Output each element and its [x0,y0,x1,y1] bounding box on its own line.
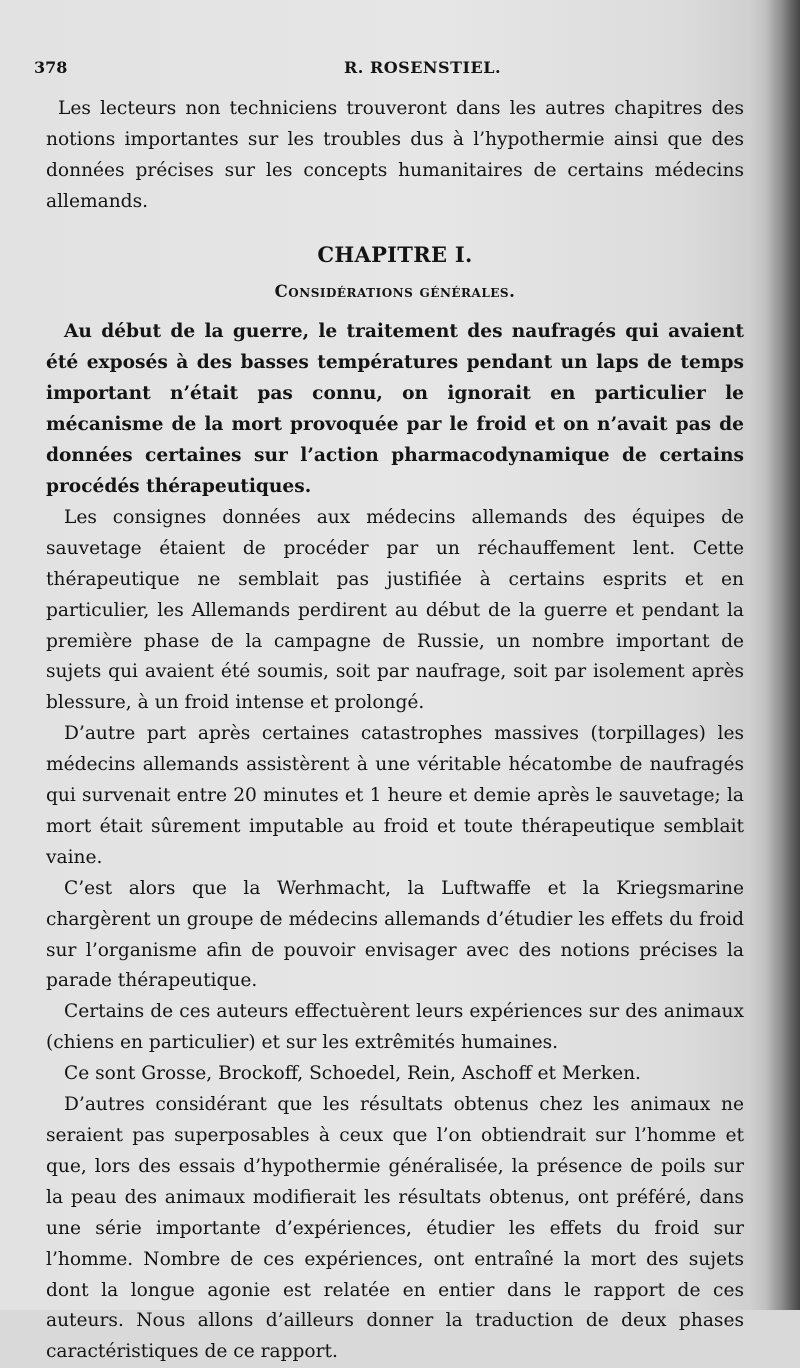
paragraph-4: C’est alors que la Werhmacht, la Luftwaffe et la Kriegsmarine chargèrent un groupe de médecins allemands d’étudier les effets du froid sur l’organisme afin de pouvoir envisager avec des notions précises la parade thérapeutique. [46,877,744,992]
intro-paragraph: Les lecteurs non techniciens trouveront dans les autres chapitres des notions importantes sur les troubles dus à l’hypothermie ainsi que des données précises sur les concepts humanitaires de certains médecins allemands. [46,98,744,212]
paragraph-2: Les consignes données aux médecins allemands des équipes de sauvetage étaient de procéder par un réchauffement lent. Cette thérapeutique ne semblait pas justifiée à certains esprits et en particulier, les Allemands perdirent au début de la guerre et pendant la première phase de la campagne de Russie, un nombre important de sujets qui avaient été soumis, soit par naufrage, soit par isolement après blessure, à un froid intense et prolongé. [46,506,744,714]
paragraph-5: Certains de ces auteurs effectuèrent leurs expériences sur des animaux (chiens en particulier) et sur les extrêmités humaines. [46,1001,744,1054]
running-title: R. ROSENSTIEL. [344,58,502,77]
running-head [34,58,754,82]
page-edge-shadow [766,0,800,1310]
paragraph-6: Ce sont Grosse, Brockoff, Schoedel, Rein, Aschoff et Merken. [64,1063,641,1085]
paragraph-1: Au début de la guerre, le traitement des naufragés qui avaient été exposés à des basses températures pendant un laps de temps important n’était pas connu, on ignorait en particulier le mécanisme de la mort provoquée par le froid et on n’avait pas de données certaines sur l’action pharmacodynamique de certains procédés thérapeutiques. [46,321,744,497]
paragraph-7: D’autres considérant que les résultats obtenus chez les animaux ne seraient pas superposables à ceux que l’on obtiendrait sur l’homme et que, lors des essais d’hypothermie généralisée, la présence de poils sur la peau des animaux modifierait les résultats obtenus, ont préféré, dans une série importante d’expériences, étudier les effets du froid sur l’homme. Nombre de ces expériences, ont entraîné la mort des sujets dont la longue agonie est relatée en entier dans le rapport de ces auteurs. Nous allons d’ailleurs donner la traduction de deux phases caractéristiques de ce rapport. [46,1094,744,1363]
paragraph-3: D’autre part après certaines catastrophes massives (torpillages) les médecins allemands assistèrent à une véritable hécatombe de naufragés qui survenait entre 20 minutes et 1 heure et demie après le sauvetage; la mort était sûrement imputable au froid et toute thérapeutique semblait vaine. [46,723,744,868]
page-body [46,94,744,1368]
section-title: Considérations générales. [274,281,516,301]
page-number: 378 [34,58,68,77]
chapter-title: CHAPITRE I. [317,241,473,267]
